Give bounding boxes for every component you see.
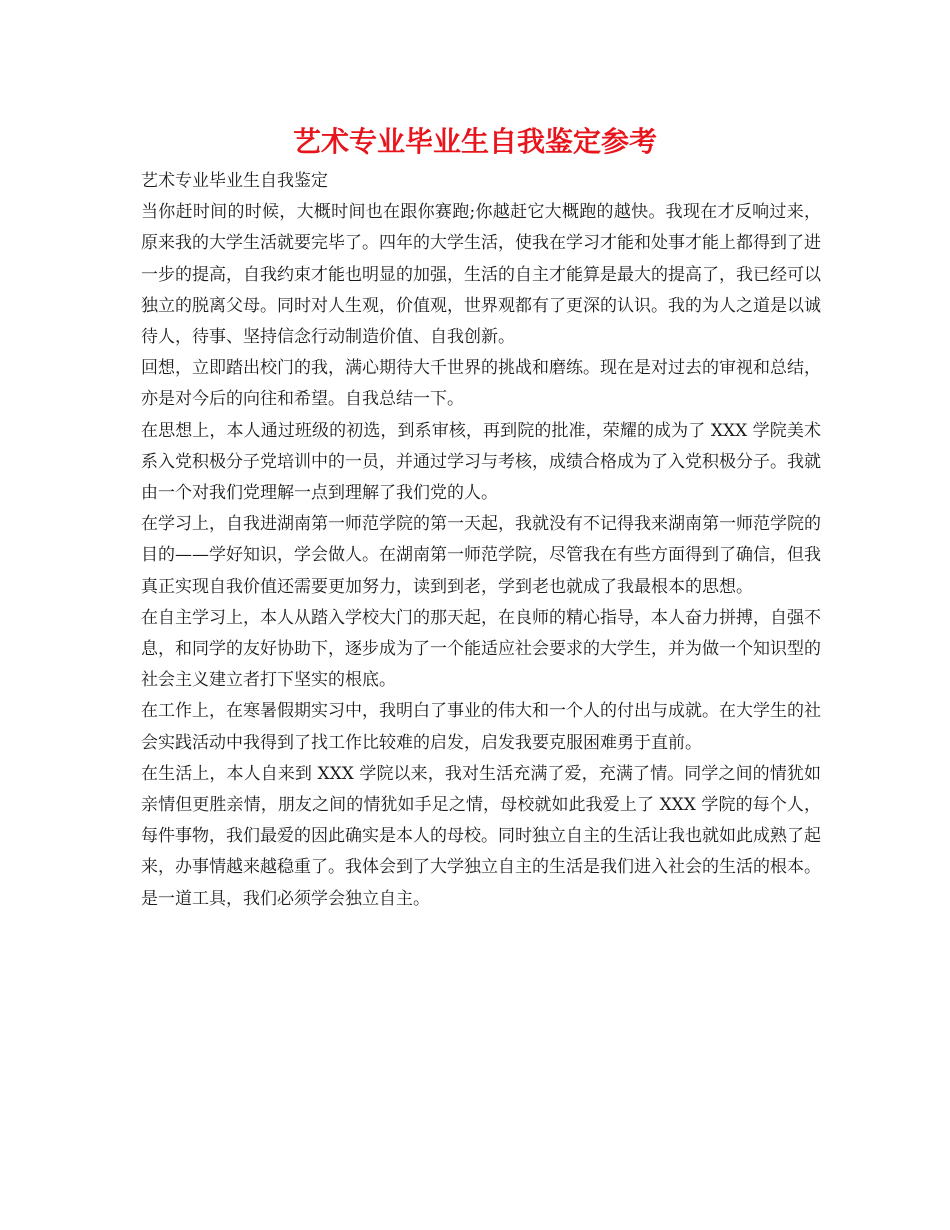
body-paragraph: 在自主学习上，本人从踏入学校大门的那天起，在良师的精心指导，本人奋力拼搏，自强不息，和同学的友好协助下，逐步成为了一个能适应社会要求的大学生，并为做一个知识型的社会主义建立者打下坚实的根底。 — [141, 607, 821, 691]
document-title: 艺术专业毕业生自我鉴定参考 — [292, 125, 657, 158]
document-body — [141, 166, 821, 915]
subtitle-paragraph: 艺术专业毕业生自我鉴定 — [141, 171, 328, 191]
body-paragraph: 回想，立即踏出校门的我，满心期待大千世界的挑战和磨练。现在是对过去的审视和总结，亦是对今后的向往和希望。自我总结一下。 — [141, 358, 821, 410]
body-paragraph: 在思想上，本人通过班级的初选，到系审核，再到院的批准，荣耀的成为了 XXX 学院美术系入党积极分子党培训中的一员，并通过学习与考核，成绩合格成为了入党积极分子。我就由一个对我们党理解一点到理解了我们党的人。 — [141, 420, 821, 504]
body-paragraph: 在工作上，在寒暑假期实习中，我明白了事业的伟大和一个人的付出与成就。在大学生的社会实践活动中我得到了找工作比较难的启发，启发我要克服困难勇于直前。 — [141, 701, 821, 753]
body-paragraph: 当你赶时间的时候，大概时间也在跟你赛跑;你越赶它大概跑的越快。我现在才反响过来，原来我的大学生活就要完毕了。四年的大学生活，使我在学习才能和处事才能上都得到了进一步的提高，自我约束才能也明显的加强，生活的自主才能算是最大的提高了，我已经可以独立的脱离父母。同时对人生观，价值观，世界观都有了更深的认识。我的为人之道是以诚待人，待事、坚持信念行动制造价值、自我创新。 — [141, 202, 821, 348]
body-paragraph: 在生活上，本人自来到 XXX 学院以来，我对生活充满了爱，充满了情。同学之间的情犹如亲情但更胜亲情，朋友之间的情犹如手足之情，母校就如此我爱上了 XXX 学院的每个人，每件事物，我们最爱的因此确实是本人的母校。同时独立自主的生活让我也就如此成熟了起来，办事情越来越稳重了。我体会到了大学独立自主的生活是我们进入社会的生活的根本。是一道工具，我们必须学会独立自主。 — [141, 763, 821, 909]
body-paragraph: 在学习上，自我进湖南第一师范学院的第一天起，我就没有不记得我来湖南第一师范学院的目的——学好知识，学会做人。在湖南第一师范学院，尽管我在有些方面得到了确信，但我真正实现自我价值还需要更加努力，读到到老，学到老也就成了我最根本的思想。 — [141, 514, 821, 597]
